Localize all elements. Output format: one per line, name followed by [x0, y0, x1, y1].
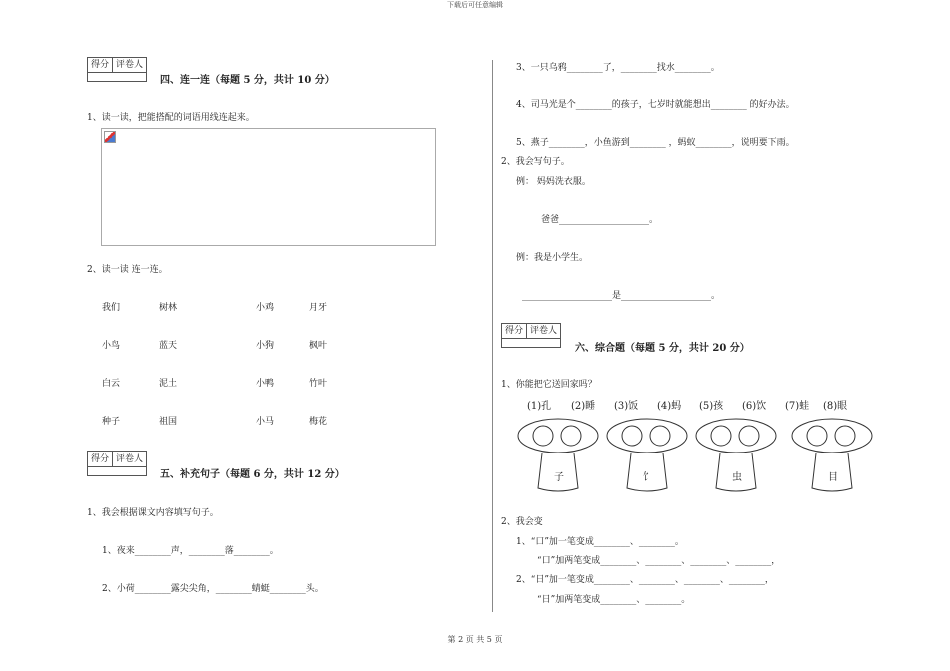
- section-6-title: 六、综合题（每题 5 分，共计 20 分）: [575, 343, 750, 354]
- root-char: 子: [554, 472, 564, 483]
- sec5-q1: 1、我会根据课文内容填写句子。: [87, 508, 219, 518]
- example-2: 例：我是小学生。: [516, 253, 589, 263]
- mushroom-house: [790, 418, 875, 497]
- page-footer: 第 2 页 共 5 页: [447, 635, 503, 644]
- change-line3: 2、“日”加一笔变成________、________、________、________，: [516, 575, 774, 585]
- grader-label: 评卷人: [112, 452, 146, 466]
- change-line2: “口”加两笔变成________、________、________、________，: [537, 556, 781, 566]
- word: 梅花: [309, 417, 328, 427]
- sec6-q1: 1、你能把它送回家吗？: [501, 380, 597, 390]
- root-char: 饣: [643, 472, 653, 483]
- word: 竹叶: [309, 379, 328, 389]
- score-box: [87, 57, 147, 73]
- word: 小狗: [256, 341, 275, 351]
- word: 小马: [256, 417, 275, 427]
- column-divider: [492, 60, 493, 612]
- sec4-q2: 2、读一读 连一连。: [87, 265, 168, 275]
- grader-label: 评卷人: [112, 58, 146, 72]
- char-label: (4)蚂: [657, 401, 682, 412]
- sec6-q2: 2、我会变: [501, 517, 543, 527]
- char-label: (1)孔: [527, 401, 552, 412]
- word: 月牙: [309, 303, 328, 313]
- score-label: 得分: [505, 326, 524, 336]
- word: 小鸟: [102, 341, 121, 351]
- mushroom-house: [516, 418, 601, 497]
- char-label: (3)饭: [614, 401, 639, 412]
- grader-label: 评卷人: [526, 324, 560, 338]
- sec5-line1: 1、夜来________声，________落________。: [102, 546, 279, 556]
- sec5-line2: 2、小荷________露尖尖角，________蜻蜓________头。: [102, 584, 324, 594]
- root-char: 虫: [732, 472, 742, 483]
- example-1-fill: 爸爸____________________。: [541, 215, 659, 225]
- word: 祖国: [159, 417, 178, 427]
- mushroom-house: [605, 418, 690, 497]
- right-line4: 4、司马光是个________的孩子，七岁时就能想出________ 的好办法。: [516, 100, 795, 110]
- mushroom-house: [694, 418, 779, 497]
- word: 枫叶: [309, 341, 328, 351]
- right-line3: 3、一只乌鸦________了，________找水________。: [516, 63, 720, 73]
- char-label: (8)眼: [823, 401, 848, 412]
- section-4-title: 四、连一连（每题 5 分，共计 10 分）: [160, 75, 335, 86]
- right-q2: 2、我会写句子。: [501, 157, 570, 167]
- broken-image-icon: [104, 131, 116, 143]
- score-label: 得分: [91, 60, 110, 70]
- word: 我们: [102, 303, 121, 313]
- char-label: (2)睡: [571, 401, 596, 412]
- char-label: (7)蛙: [785, 401, 810, 412]
- word: 小鸭: [256, 379, 275, 389]
- char-label: (5)孩: [699, 401, 724, 412]
- example-1: 例： 妈妈洗衣服。: [516, 177, 591, 187]
- section-5-title: 五、补充句子（每题 6 分，共计 12 分）: [160, 469, 345, 480]
- score-box: [501, 323, 561, 339]
- image-placeholder: [101, 128, 436, 246]
- word: 小鸡: [256, 303, 275, 313]
- word: 种子: [102, 417, 121, 427]
- example-2-fill: ____________________是____________________。: [522, 291, 721, 301]
- word: 泥土: [159, 379, 178, 389]
- score-label: 得分: [91, 454, 110, 464]
- page-header: 下载后可任意编辑: [447, 1, 503, 9]
- change-line1: 1、“口”加一笔变成________、________。: [516, 537, 684, 547]
- word: 白云: [102, 379, 121, 389]
- change-line4: “日”加两笔变成________、________。: [537, 595, 691, 605]
- char-label: (6)饮: [742, 401, 767, 412]
- right-line5: 5、燕子________，小鱼游到________ ，蚂蚁________，说明要下雨。: [516, 138, 795, 148]
- word: 蓝天: [159, 341, 178, 351]
- score-box: [87, 451, 147, 467]
- sec4-q1: 1、读一读，把能搭配的词语用线连起来。: [87, 113, 255, 123]
- word: 树林: [159, 303, 178, 313]
- root-char: 目: [828, 472, 838, 483]
